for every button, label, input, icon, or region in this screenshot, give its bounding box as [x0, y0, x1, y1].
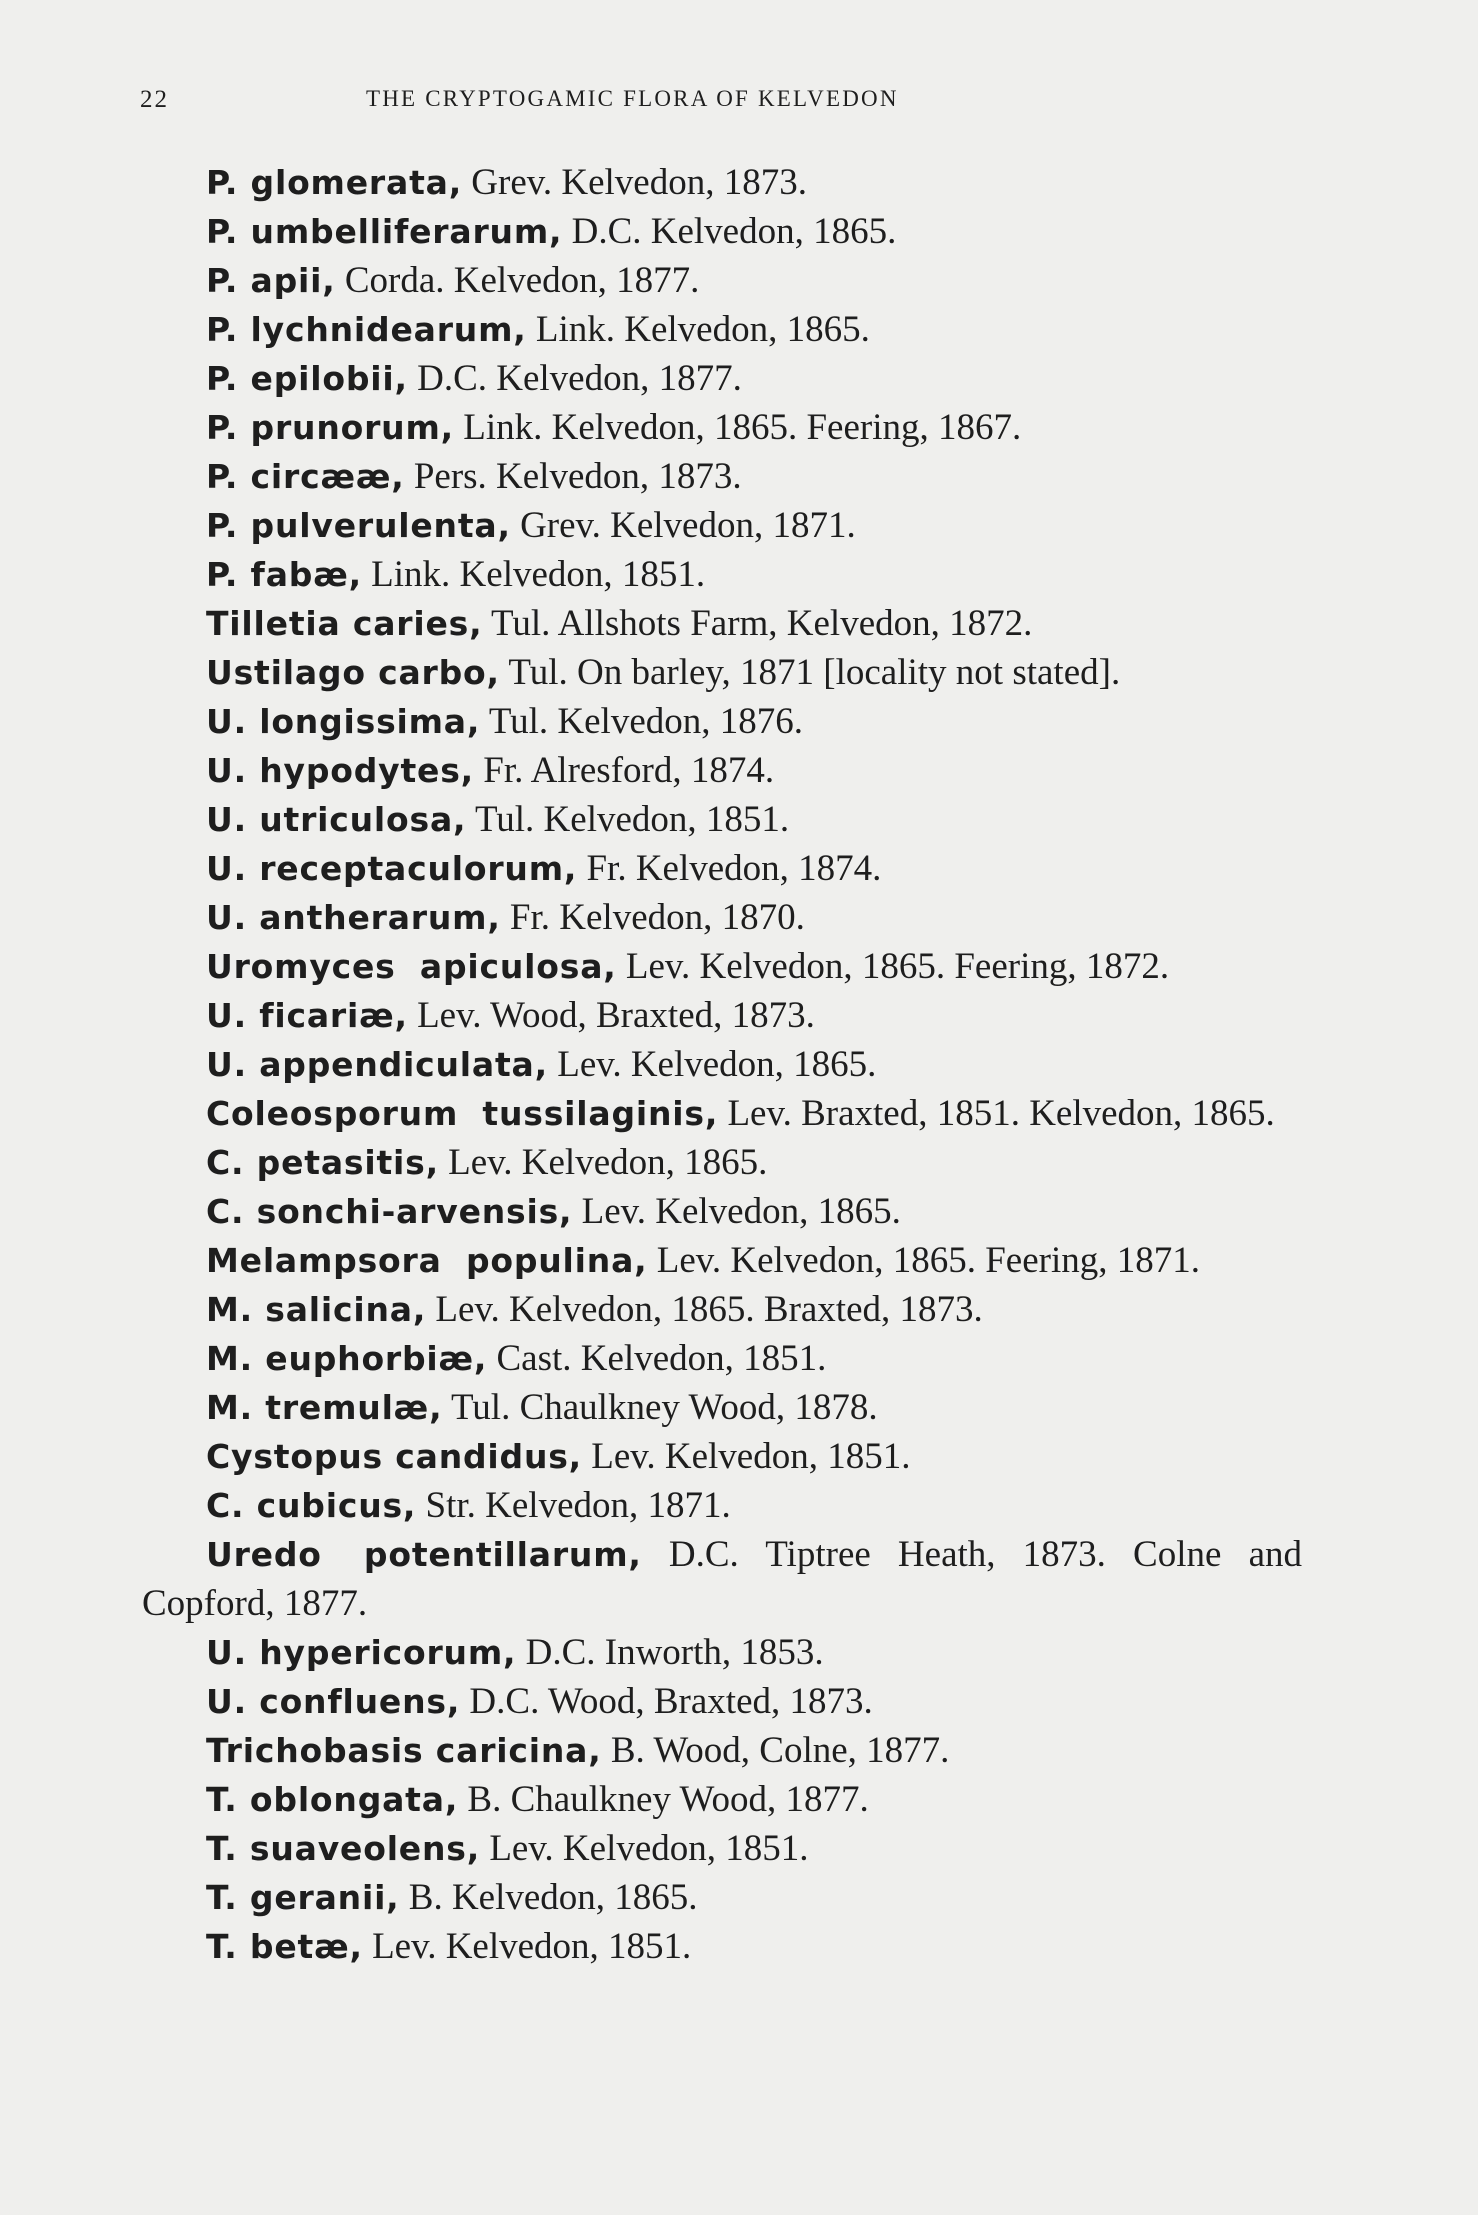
species-record: Pers. Kelvedon, 1873. — [413, 456, 742, 497]
species-record: Lev. Wood, Braxted, 1873. — [417, 995, 815, 1036]
species-entry — [142, 648, 1302, 697]
species-name: U. antherarum, — [206, 898, 501, 937]
species-entry — [142, 403, 1302, 452]
species-record: Tul. Chaulkney Wood, 1878. — [451, 1387, 878, 1428]
species-entry — [142, 207, 1302, 256]
species-record: D.C. Wood, Braxted, 1873. — [469, 1681, 873, 1722]
species-record: Fr. Alresford, 1874. — [483, 750, 775, 791]
species-name: M. salicina, — [206, 1290, 427, 1329]
species-record: B. Kelvedon, 1865. — [408, 1877, 698, 1918]
species-name: P. apii, — [206, 261, 336, 300]
species-entry — [142, 305, 1302, 354]
species-name: P. fabæ, — [206, 555, 362, 594]
species-entry — [142, 1236, 1302, 1285]
species-entry — [142, 1089, 1302, 1138]
species-name: Ustilago carbo, — [206, 653, 500, 692]
species-record: Lev. Kelvedon, 1865. — [448, 1142, 768, 1183]
species-record: Fr. Kelvedon, 1870. — [509, 897, 805, 938]
species-entry — [142, 1628, 1302, 1677]
species-record: B. Wood, Colne, 1877. — [610, 1730, 950, 1771]
species-record: Grev. Kelvedon, 1873. — [471, 162, 807, 203]
species-record: Lev. Kelvedon, 1865. Feering, 1871. — [656, 1240, 1200, 1281]
species-name: T. oblongata, — [206, 1780, 459, 1819]
species-entry — [142, 795, 1302, 844]
species-name: C. cubicus, — [206, 1486, 417, 1525]
species-record: B. Chaulkney Wood, 1877. — [467, 1779, 869, 1820]
species-entry — [142, 1481, 1302, 1530]
species-name: P. lychnidearum, — [206, 310, 527, 349]
species-record: Fr. Kelvedon, 1874. — [586, 848, 882, 889]
species-record: Lev. Kelvedon, 1865. Feering, 1872. — [625, 946, 1170, 987]
species-record: Link. Kelvedon, 1865. Feering, 1867. — [463, 407, 1022, 448]
species-entry — [142, 893, 1302, 942]
species-record: Corda. Kelvedon, 1877. — [344, 260, 700, 301]
species-entry — [142, 1677, 1302, 1726]
species-entry — [142, 1383, 1302, 1432]
species-record: Lev. Braxted, 1851. Kelvedon, 1865. — [727, 1093, 1275, 1134]
species-entry — [142, 1187, 1302, 1236]
species-entry — [142, 991, 1302, 1040]
species-name: P. epilobii, — [206, 359, 408, 398]
species-record: Cast. Kelvedon, 1851. — [496, 1338, 827, 1379]
species-record: Link. Kelvedon, 1865. — [535, 309, 870, 350]
species-list — [142, 158, 1302, 1971]
species-entry — [142, 1334, 1302, 1383]
species-entry — [142, 942, 1302, 991]
species-entry — [142, 844, 1302, 893]
species-name: U. ficariæ, — [206, 996, 408, 1035]
species-name: Uredo potentillarum, — [206, 1535, 642, 1574]
species-name: Melampsora populina, — [206, 1241, 648, 1280]
species-name: U. hypodytes, — [206, 751, 474, 790]
species-name: M. euphorbiæ, — [206, 1339, 488, 1378]
species-name: T. suaveolens, — [206, 1829, 481, 1868]
species-entry — [142, 158, 1302, 207]
species-entry — [142, 1922, 1302, 1971]
species-record: Link. Kelvedon, 1851. — [371, 554, 706, 595]
species-entry — [142, 256, 1302, 305]
species-entry — [142, 697, 1302, 746]
species-name: C. sonchi-arvensis, — [206, 1192, 573, 1231]
species-name: U. utriculosa, — [206, 800, 467, 839]
species-record: Str. Kelvedon, 1871. — [425, 1485, 731, 1526]
species-entry — [142, 1285, 1302, 1334]
page-header — [0, 86, 1478, 126]
species-entry — [142, 1530, 1302, 1628]
species-name: T. betæ, — [206, 1927, 363, 1966]
species-entry — [142, 599, 1302, 648]
species-name: P. prunorum, — [206, 408, 454, 447]
species-name: T. geranii, — [206, 1878, 400, 1917]
species-record: Tul. On barley, 1871 [locality not stated]. — [508, 652, 1121, 693]
species-entry — [142, 1726, 1302, 1775]
species-record: D.C. Inworth, 1853. — [525, 1632, 824, 1673]
species-name: U. confluens, — [206, 1682, 461, 1721]
species-entry — [142, 354, 1302, 403]
species-record: Lev. Kelvedon, 1865. — [557, 1044, 877, 1085]
species-entry — [142, 1432, 1302, 1481]
species-record: Tul. Kelvedon, 1851. — [474, 799, 790, 840]
species-name: C. petasitis, — [206, 1143, 439, 1182]
species-entry — [142, 550, 1302, 599]
species-name: Uromyces apiculosa, — [206, 947, 617, 986]
species-name: Coleosporum tussilaginis, — [206, 1094, 719, 1133]
species-entry — [142, 1138, 1302, 1187]
species-entry — [142, 1775, 1302, 1824]
species-record: D.C. Tiptree Heath, 1873. Colne and Copford, 1877. — [142, 1534, 1302, 1624]
species-name: P. glomerata, — [206, 163, 463, 202]
species-record: Lev. Kelvedon, 1851. — [489, 1828, 809, 1869]
species-name: M. tremulæ, — [206, 1388, 443, 1427]
species-entry — [142, 746, 1302, 795]
species-record: D.C. Kelvedon, 1877. — [417, 358, 742, 399]
running-title: THE CRYPTOGAMIC FLORA OF KELVEDON — [366, 86, 899, 111]
species-record: Tul. Kelvedon, 1876. — [488, 701, 803, 742]
species-record: Tul. Allshots Farm, Kelvedon, 1872. — [491, 603, 1033, 644]
species-name: U. hypericorum, — [206, 1633, 517, 1672]
species-name: P. pulverulenta, — [206, 506, 511, 545]
species-name: Cystopus candidus, — [206, 1437, 583, 1476]
species-name: Trichobasis caricina, — [206, 1731, 602, 1770]
species-name: U. appendiculata, — [206, 1045, 548, 1084]
species-entry — [142, 452, 1302, 501]
species-record: Lev. Kelvedon, 1865. Braxted, 1873. — [435, 1289, 983, 1330]
species-entry — [142, 1040, 1302, 1089]
species-record: Lev. Kelvedon, 1865. — [581, 1191, 901, 1232]
species-name: U. receptaculorum, — [206, 849, 578, 888]
species-name: U. longissima, — [206, 702, 481, 741]
species-record: Lev. Kelvedon, 1851. — [372, 1926, 692, 1967]
page-number: 22 — [140, 86, 169, 113]
species-name: P. circææ, — [206, 457, 405, 496]
species-entry — [142, 1824, 1302, 1873]
species-record: Grev. Kelvedon, 1871. — [520, 505, 856, 546]
species-entry — [142, 501, 1302, 550]
species-name: P. umbelliferarum, — [206, 212, 563, 251]
species-entry — [142, 1873, 1302, 1922]
species-record: Lev. Kelvedon, 1851. — [591, 1436, 911, 1477]
species-name: Tilletia caries, — [206, 604, 483, 643]
species-record: D.C. Kelvedon, 1865. — [571, 211, 897, 252]
